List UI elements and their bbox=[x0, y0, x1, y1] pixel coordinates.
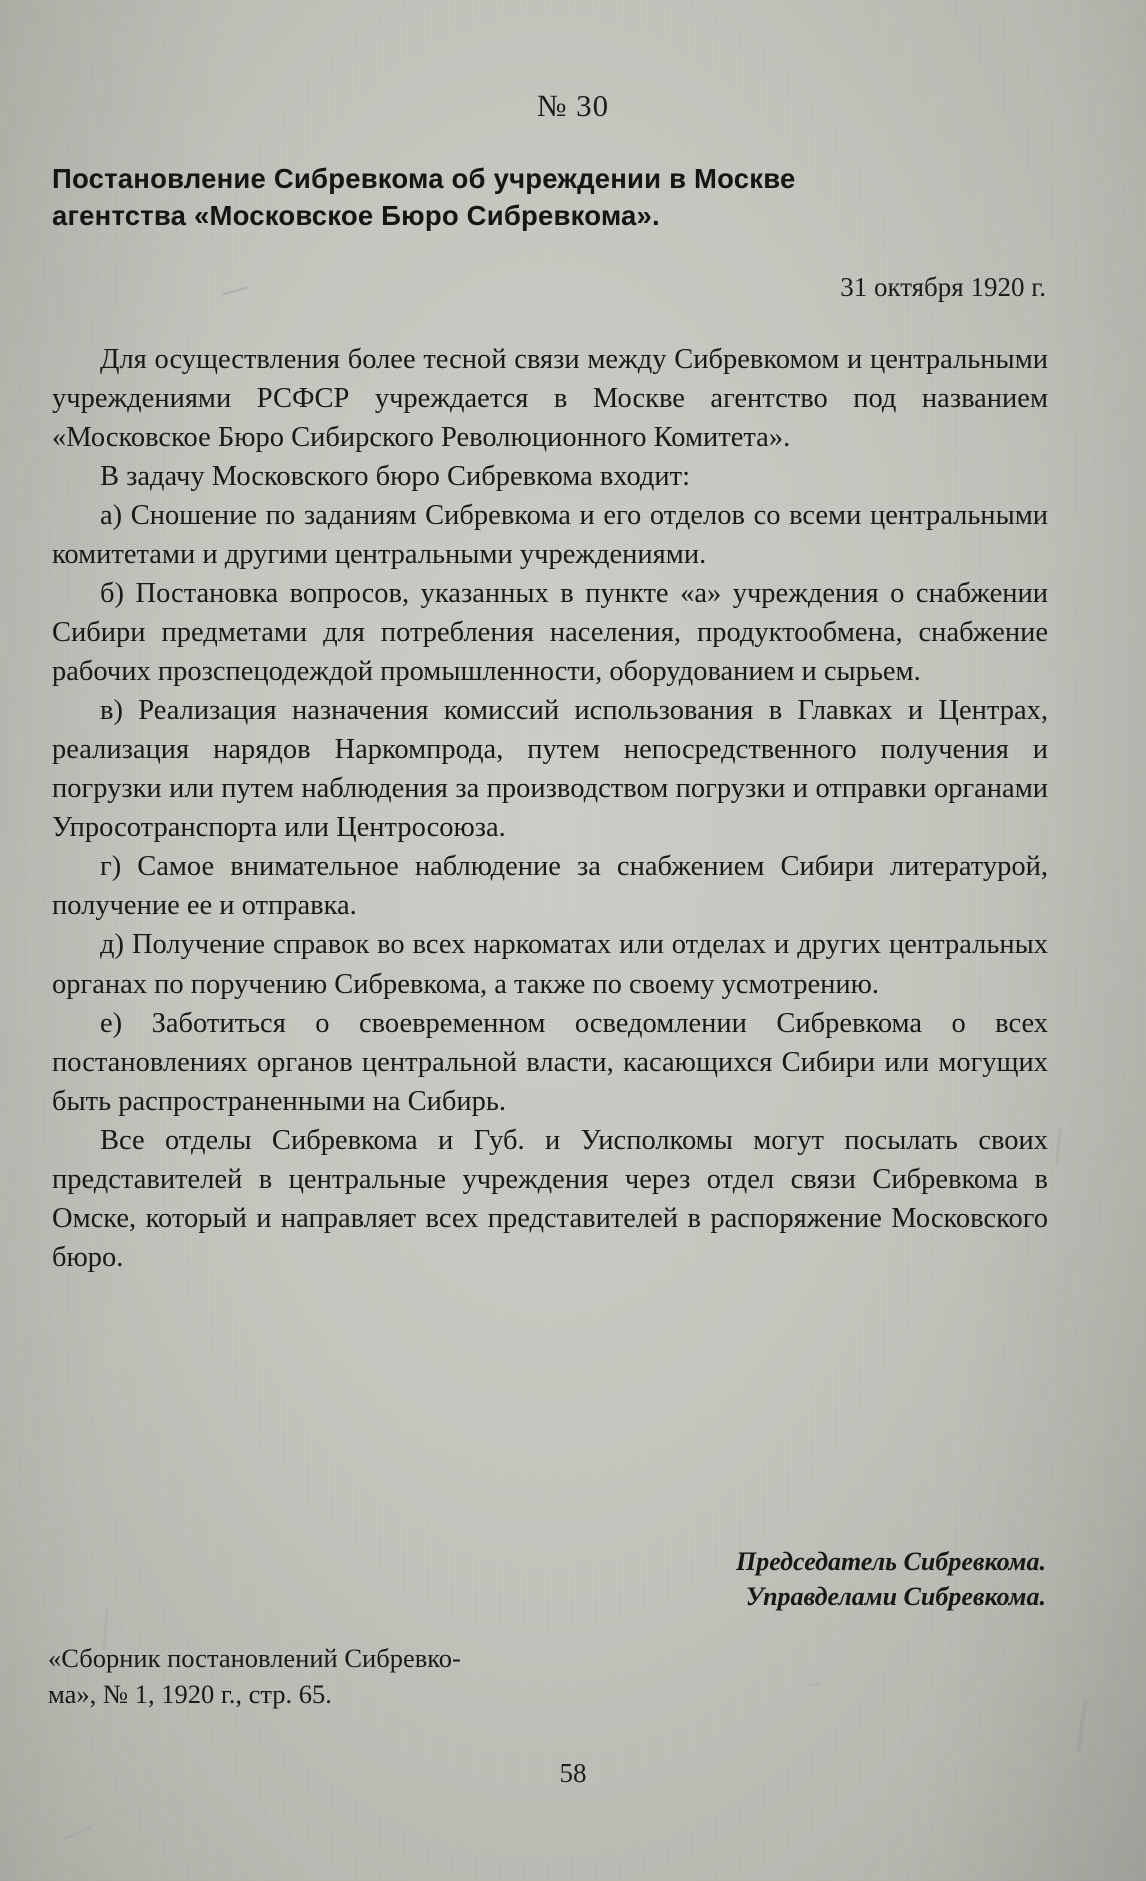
paragraph: б) Постановка вопросов, указанных в пункте «а» учреждения о снабжении Сибири предметами для потребления населения, продуктообмена, снабжение рабочих прозспецодеждой промышленности, оборудованием и сырьем. bbox=[52, 578, 1048, 688]
document-number: № 30 bbox=[536, 88, 610, 123]
scan-artifact bbox=[63, 1826, 92, 1840]
document-title-line-1: Постановление Сибревкома об учреждении в Москве bbox=[52, 163, 796, 194]
source-citation bbox=[48, 1641, 608, 1712]
document-date: 31 октября 1920 г. bbox=[840, 272, 1046, 302]
signature-block bbox=[52, 1545, 1046, 1614]
paragraph: в) Реализация назначения комиссий использования в Главках и Центрах, реализация нарядов Наркомпрода, путем непосредственного получения и погрузки или путем наблюдения за производством погрузки и отправки органами Упросотранспорта или Центросоюза. bbox=[52, 695, 1048, 844]
source-line-2: ма», № 1, 1920 г., стр. 65. bbox=[48, 1678, 332, 1709]
document-body bbox=[52, 340, 1048, 1277]
page-number: 58 bbox=[559, 1758, 587, 1788]
scan-artifact bbox=[1055, 1128, 1062, 1164]
signature-chairman: Председатель Сибревкома. bbox=[736, 1547, 1046, 1576]
scan-artifact bbox=[1076, 1700, 1087, 1752]
paragraph: г) Самое внимательное наблюдение за снабжением Сибири литературой, получение ее и отправка. bbox=[52, 851, 1048, 922]
paragraph: В задачу Московского бюро Сибревкома входит: bbox=[100, 461, 691, 493]
paragraph: а) Сношение по заданиям Сибревкома и его отделов со всеми центральными комитетами и другими центральными учреждениями. bbox=[52, 500, 1048, 571]
paragraph: Для осуществления более тесной связи между Сибревкомом и центральными учреждениями РСФСР учреждается в Москве агентство под названием «Московское Бюро Сибирского Революционного Комитета». bbox=[52, 344, 1048, 454]
signature-manager: Управделами Сибревкома. bbox=[745, 1581, 1046, 1611]
source-line-1: «Сборник постановлений Сибревко- bbox=[48, 1643, 461, 1673]
paragraph: д) Получение справок во всех наркоматах или отделах и других центральных органах по поручению Сибревкома, а также по своему усмотрению. bbox=[52, 929, 1048, 1000]
document-title bbox=[52, 160, 1052, 235]
paragraph: Все отделы Сибревкома и Губ. и Уисполкомы могут посылать своих представителей в центральные учреждения через отдел связи Сибревкома в Омске, который и направляет всех представителей в распоряжение Московского бюро. bbox=[52, 1124, 1048, 1273]
scan-artifact bbox=[806, 1682, 820, 1687]
paragraph: е) Заботиться о своевременном осведомлении Сибревкома о всех постановлениях органов центральной власти, касающихся Сибири или могущих быть распространенными на Сибирь. bbox=[52, 1007, 1048, 1117]
document-title-line-2: агентства «Московское Бюро Сибревкома». bbox=[52, 200, 660, 232]
